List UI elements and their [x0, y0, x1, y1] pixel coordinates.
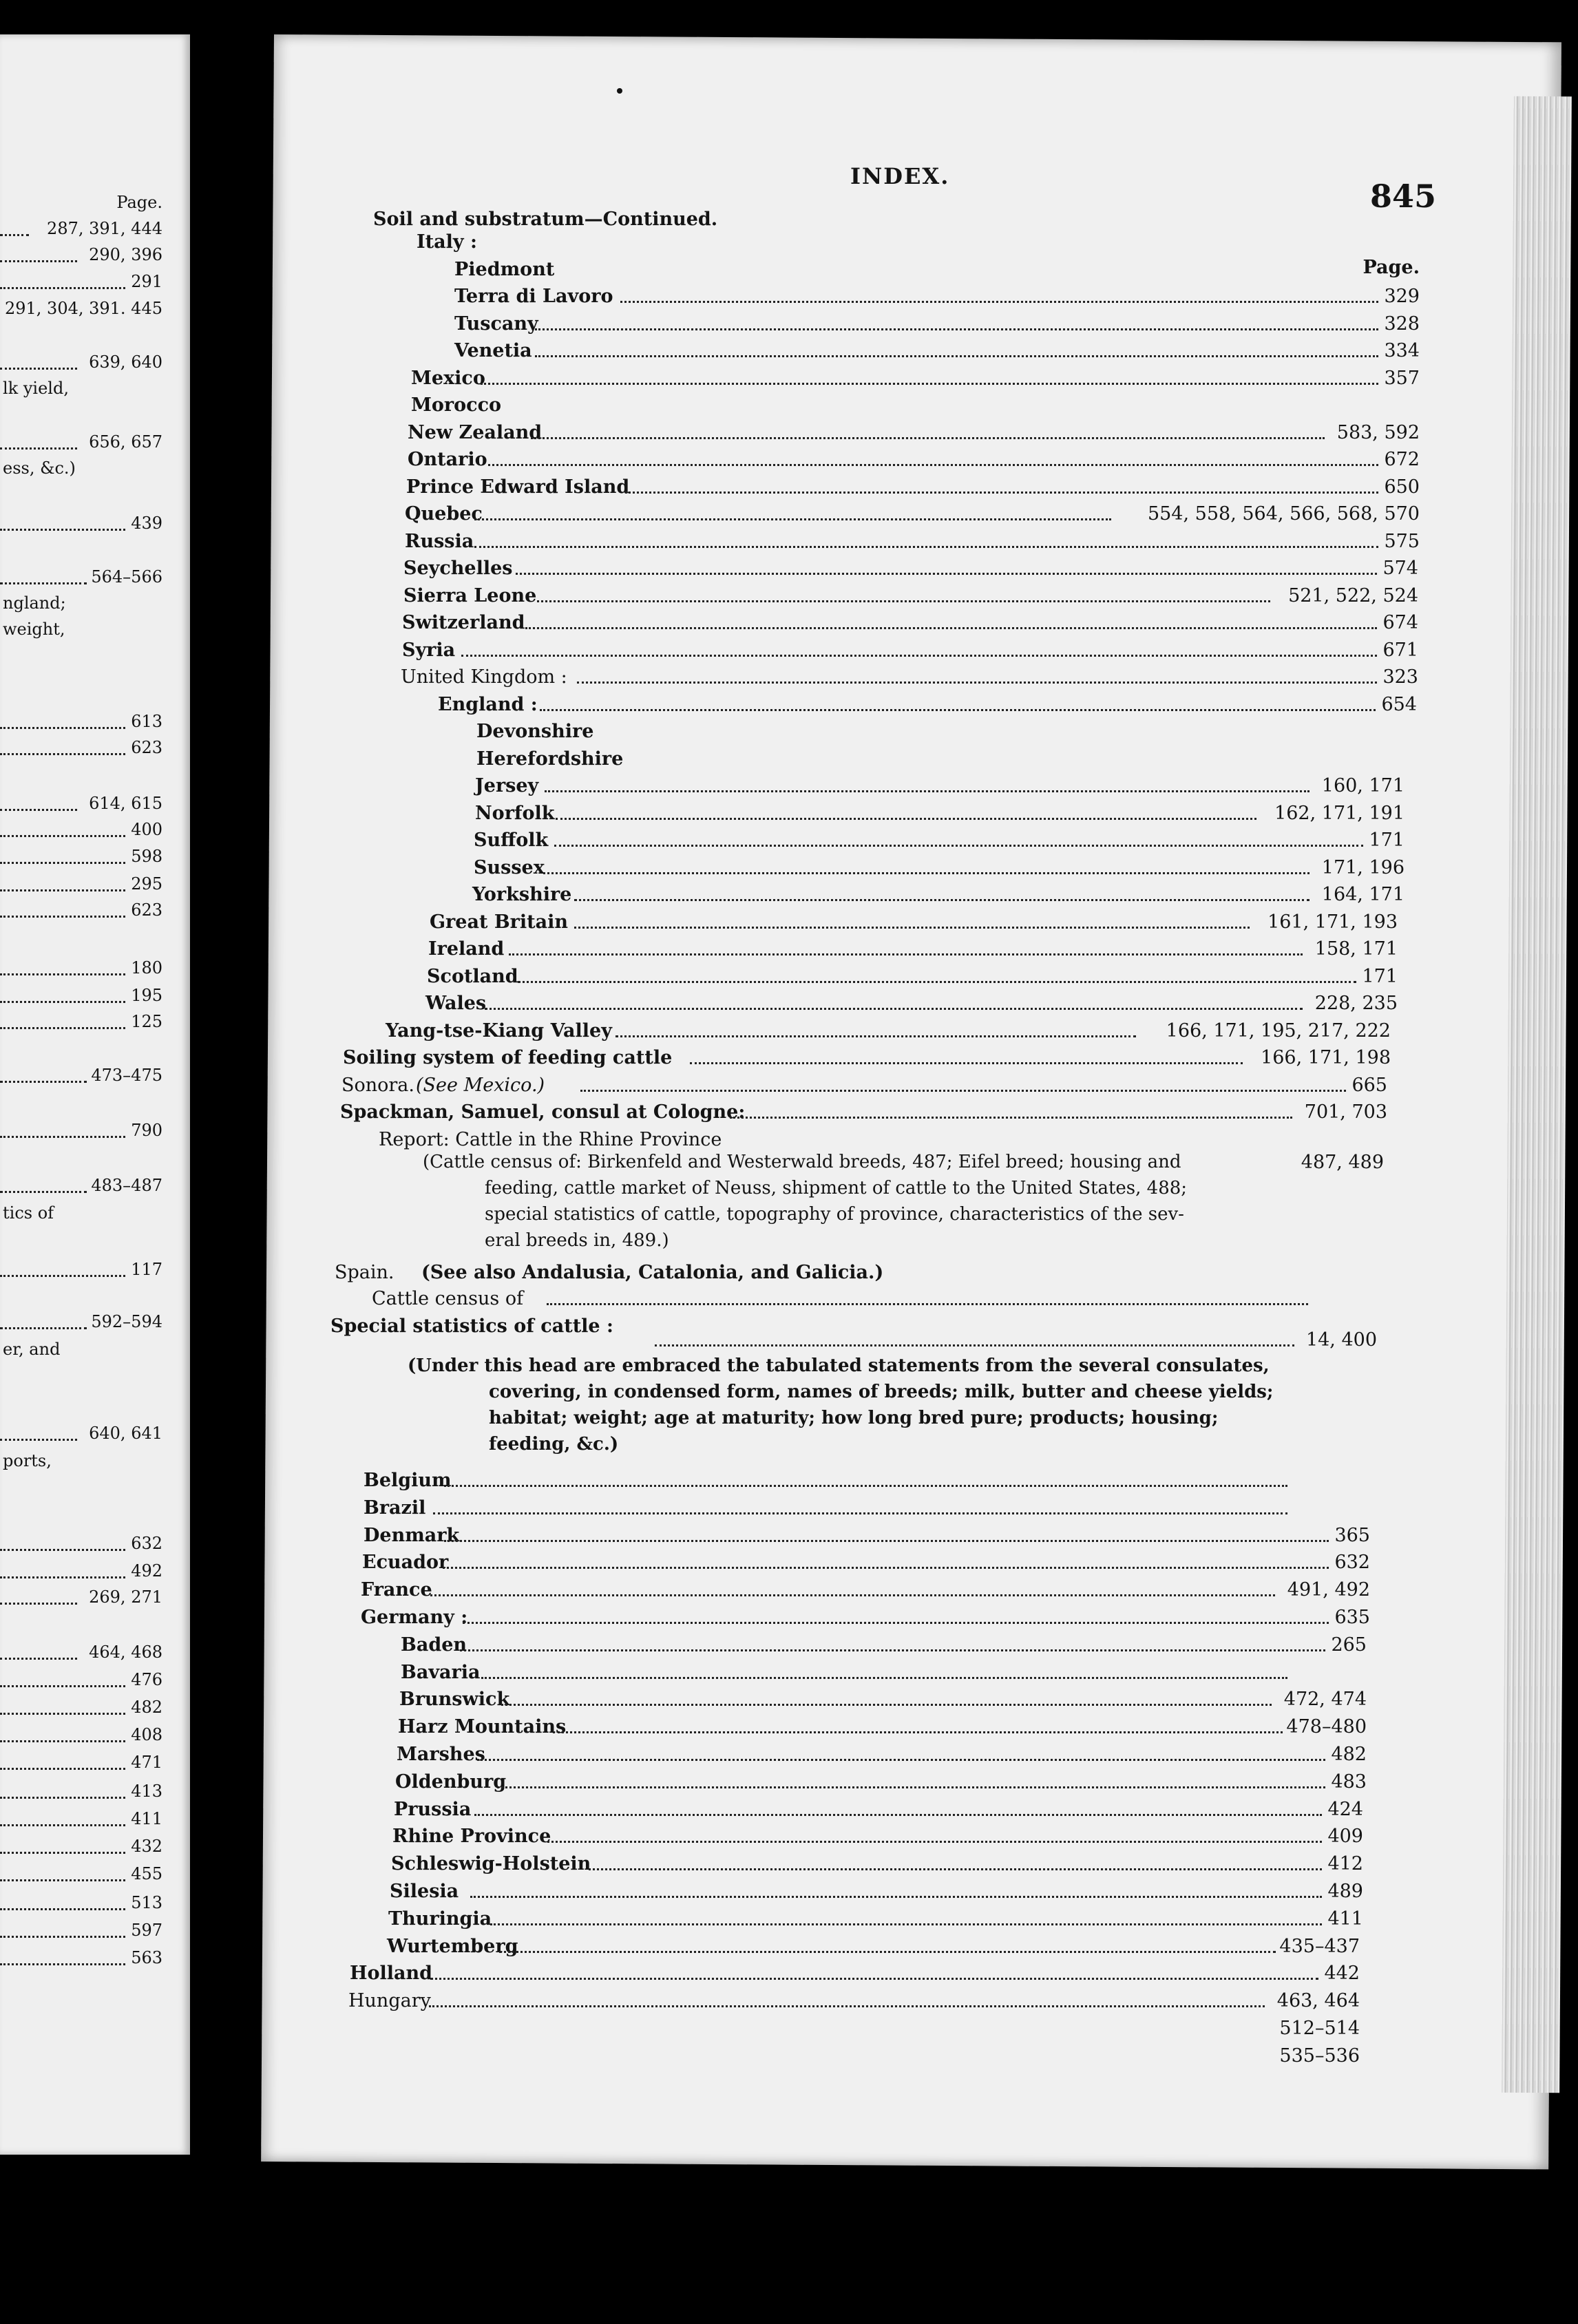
left-index-pages: 563 [131, 1948, 162, 1967]
index-entry-pages: 435–437 [1279, 1935, 1360, 1957]
index-entry-pages: 671 [1382, 639, 1418, 661]
dot-leader [430, 1594, 1275, 1596]
index-entry: Yorkshire [472, 884, 572, 905]
dot-leader [0, 368, 77, 370]
index-entry: Thuringia [388, 1908, 492, 1930]
dot-leader [0, 1191, 87, 1193]
note-line: eral breeds in, 489.) [485, 1230, 669, 1251]
index-entry-pages: 328 [1384, 313, 1420, 335]
left-index-pages: 473–475 [91, 1066, 162, 1085]
dot-leader [0, 1824, 125, 1826]
index-entry: Prince Edward Island [406, 476, 630, 498]
index-entry-pages: 491, 492 [1287, 1579, 1370, 1601]
dot-leader [501, 1704, 1272, 1706]
index-entry-pages: 483 [1331, 1771, 1367, 1793]
dot-leader [490, 1923, 1322, 1925]
dot-leader [525, 627, 1377, 629]
index-entry: France [361, 1579, 432, 1601]
note-line: feeding, &c.) [489, 1434, 619, 1455]
index-entry: United Kingdom : [401, 666, 567, 688]
index-entry: Prussia [394, 1798, 472, 1820]
index-entry-pages: 171, 196 [1321, 856, 1405, 878]
page-edge [1502, 96, 1572, 2093]
dot-leader [556, 818, 1256, 820]
left-index-pages: 492 [131, 1561, 162, 1581]
left-index-pages: 464, 468 [89, 1642, 162, 1662]
index-entry-pages: 489 [1327, 1881, 1363, 1902]
index-entry: Spackman, Samuel, consul at Cologne: [340, 1101, 746, 1123]
dot-leader [0, 1768, 125, 1770]
index-entry: Seychelles [403, 558, 513, 579]
index-entry: Special statistics of cattle : [330, 1316, 613, 1337]
dot-leader [444, 1540, 1329, 1542]
dot-leader [554, 845, 1363, 847]
index-entry: Cattle census of [372, 1288, 524, 1309]
dot-leader [430, 1978, 1318, 1980]
index-entry-pages: 654 [1381, 693, 1417, 715]
dot-leader [0, 1327, 87, 1329]
running-head: INDEX. [850, 163, 950, 189]
index-entry: Tuscany [454, 313, 538, 335]
index-entry: Russia [405, 530, 474, 552]
index-entry: Belgium [364, 1470, 452, 1491]
left-index-pages: 598 [131, 847, 162, 866]
dot-leader [444, 1485, 1288, 1487]
index-entry: Denmark [364, 1524, 460, 1546]
index-entry-pages: 650 [1384, 476, 1420, 498]
left-index-pages: 180 [131, 958, 162, 978]
index-entry-pages: 160, 171 [1321, 775, 1405, 796]
index-entry-pages: 412 [1327, 1853, 1363, 1875]
left-index-fragment: ngland; [3, 593, 66, 613]
left-page-header: Page. [116, 193, 162, 212]
page-column-label: Page. [1363, 257, 1420, 278]
dot-leader [535, 328, 1378, 330]
left-index-pages: 513 [131, 1893, 162, 1912]
index-entry: Brazil [364, 1497, 426, 1519]
left-index-pages: 400 [131, 820, 162, 839]
left-index-pages: 125 [131, 1012, 162, 1031]
index-entry-pages: 162, 171, 191 [1274, 802, 1405, 824]
continued-heading: Soil and substratum—Continued. [373, 209, 718, 230]
index-entry: Suffolk [474, 830, 549, 851]
dot-leader [0, 753, 125, 755]
index-entry-pages: 478–480 [1286, 1716, 1367, 1738]
left-index-pages: 432 [131, 1837, 162, 1856]
index-entry-pages: 228, 235 [1314, 993, 1398, 1014]
index-entry-pages: 171 [1369, 830, 1405, 851]
index-entry: Soiling system of feeding cattle [343, 1047, 673, 1068]
dot-leader [0, 234, 29, 236]
left-index-pages: 613 [131, 712, 162, 731]
left-index-fragment: lk yield, [3, 379, 69, 398]
index-entry-pages: 323 [1382, 666, 1418, 688]
index-entry: Ecuador [362, 1552, 449, 1574]
index-entry-pages: 535–536 [1279, 2045, 1360, 2067]
dot-leader [509, 953, 1303, 955]
index-entry: Hungary [348, 1990, 431, 2012]
index-entry-pages: 674 [1382, 612, 1418, 633]
left-index-pages: 623 [131, 738, 162, 757]
index-entry-pages: 521, 522, 524 [1288, 584, 1418, 606]
left-index-fragment: weight, [3, 620, 65, 639]
index-entry: Norfolk [475, 802, 555, 824]
see-reference: (See Mexico.) [416, 1074, 545, 1096]
dot-leader [0, 1136, 125, 1138]
dot-leader [460, 1649, 1325, 1651]
index-entry: Harz Mountains [398, 1716, 567, 1738]
dot-leader [580, 1090, 1346, 1092]
index-entry-pages: 166, 171, 195, 217, 222 [1166, 1020, 1391, 1042]
index-entry: Marshes [397, 1744, 485, 1765]
index-entry-pages: 411 [1327, 1908, 1363, 1930]
left-index-pages: 482 [131, 1698, 162, 1717]
dot-leader [470, 1896, 1322, 1898]
dot-leader [0, 1439, 77, 1441]
index-entry: Terra di Lavoro [454, 286, 613, 307]
index-entry-pages: 329 [1384, 286, 1420, 307]
left-index-pages: 614, 615 [89, 794, 162, 813]
left-index-pages: 408 [131, 1725, 162, 1744]
left-index-pages: 639, 640 [89, 352, 162, 372]
index-entry: Jersey [475, 775, 539, 796]
dot-leader [0, 835, 125, 837]
index-entry: Venetia [454, 340, 532, 361]
left-index-pages: 597 [131, 1921, 162, 1940]
index-entry: New Zealand [408, 421, 543, 443]
index-entry: Syria [402, 639, 456, 661]
dot-leader [481, 383, 1378, 385]
left-index-pages: 411 [131, 1809, 162, 1828]
left-index-pages: 295 [131, 874, 162, 894]
dot-leader [0, 1576, 125, 1578]
page-number: 845 [1370, 178, 1437, 215]
left-index-fragment: ports, [3, 1451, 52, 1470]
dot-leader [531, 437, 1325, 439]
index-entry-pages: 583, 592 [1336, 421, 1420, 443]
dot-leader [0, 1275, 125, 1277]
note-line: habitat; weight; age at maturity; how long bred pure; products; housing; [489, 1408, 1219, 1428]
dot-leader [0, 973, 125, 975]
dot-leader [0, 260, 77, 262]
note-line: (Cattle census of: Birkenfeld and Westerwald breeds, 487; Eifel breed; housing and [423, 1152, 1181, 1172]
note-line: feeding, cattle market of Neuss, shipment of cattle to the United States, 488; [485, 1178, 1188, 1198]
index-entry: Bavaria [401, 1661, 481, 1683]
dot-leader [655, 1344, 1294, 1346]
index-entry-pages: 171 [1362, 965, 1398, 987]
left-index-pages: 455 [131, 1864, 162, 1883]
dot-leader [690, 1062, 1243, 1064]
dot-leader [547, 1303, 1308, 1305]
index-entry: Silesia [390, 1881, 459, 1902]
dot-leader [535, 355, 1378, 357]
index-entry: Report: Cattle in the Rhine Province [379, 1128, 722, 1150]
dot-leader [0, 862, 125, 864]
left-index-pages: 117 [131, 1260, 162, 1279]
dot-leader [0, 1603, 77, 1605]
index-entry-pages: 161, 171, 193 [1267, 911, 1398, 933]
dot-leader [730, 1117, 1292, 1119]
dot-leader [547, 1841, 1322, 1843]
dot-leader [537, 600, 1270, 602]
dot-leader [620, 301, 1378, 303]
index-entry-pages: 164, 171 [1321, 884, 1405, 905]
dot-leader [0, 916, 125, 918]
dot-leader [0, 1852, 125, 1854]
index-entry-pages: 166, 171, 198 [1261, 1047, 1391, 1068]
dot-leader [518, 981, 1356, 983]
index-entry-pages: 632 [1334, 1552, 1370, 1574]
index-entry-pages: 442 [1324, 1963, 1360, 1985]
dot-leader [0, 1549, 125, 1551]
note-line: covering, in condensed form, names of breeds; milk, butter and cheese yields; [489, 1382, 1274, 1402]
note-line: (Under this head are embraced the tabulated statements from the several consulates, [408, 1355, 1270, 1376]
index-entry: Ontario [408, 449, 487, 470]
dot-leader [0, 529, 125, 531]
index-entry: Scotland [427, 965, 518, 987]
index-entry: Sonora. [341, 1074, 414, 1096]
index-entry: Mexico [411, 367, 485, 389]
see-reference: (See also Andalusia, Catalonia, and Galicia.) [421, 1262, 884, 1283]
left-index-fragment: er, and [3, 1340, 61, 1359]
index-entry-pages: 482 [1331, 1744, 1367, 1765]
index-entry: Great Britain [430, 911, 568, 933]
index-entry: Morocco [411, 394, 502, 416]
left-index-pages: 291, 304, 391. 445 [4, 299, 162, 318]
dot-leader [497, 1786, 1325, 1788]
dot-leader [625, 492, 1378, 494]
index-entry: Ireland [428, 938, 505, 960]
index-entry: England : [438, 693, 538, 715]
index-entry: Switzerland [402, 612, 525, 633]
dot-leader [433, 1512, 1287, 1514]
index-entry: Wurtemberg [387, 1935, 518, 1957]
index-entry-pages: 365 [1334, 1524, 1370, 1546]
dot-leader [0, 1936, 125, 1938]
dot-leader [0, 1685, 125, 1687]
dot-leader [477, 1759, 1325, 1761]
note-line: special statistics of cattle, topography of province, characteristics of the sev- [485, 1204, 1184, 1225]
note-pages: 487, 489 [1301, 1152, 1384, 1173]
dot-leader [463, 1622, 1329, 1624]
dot-leader [0, 1658, 77, 1660]
index-entry-pages: 665 [1351, 1074, 1387, 1096]
dot-leader [553, 1731, 1283, 1733]
index-entry: Herefordshire [476, 748, 624, 770]
dot-leader [616, 1035, 1136, 1037]
left-index-pages: 413 [131, 1782, 162, 1801]
index-entry: Sussex [474, 856, 545, 878]
left-index-pages: 195 [131, 986, 162, 1005]
left-index-pages: 483–487 [91, 1176, 162, 1195]
dot-leader [574, 927, 1250, 929]
left-index-pages: 471 [131, 1753, 162, 1772]
dot-leader [0, 1713, 125, 1715]
index-entry-pages: 409 [1327, 1826, 1363, 1848]
dot-leader [0, 889, 125, 891]
ink-spot [617, 88, 622, 94]
left-index-pages: 592–594 [91, 1312, 162, 1331]
left-index-fragment: tics of [3, 1203, 54, 1223]
index-entry: Rhine Province [392, 1826, 551, 1848]
left-index-pages: 287, 391, 444 [47, 219, 162, 238]
index-entry-pages: 158, 171 [1314, 938, 1398, 960]
dot-leader [0, 1081, 87, 1083]
dot-leader [543, 872, 1309, 874]
index-entry: Brunswick [399, 1689, 510, 1711]
index-entry: Yang-tse-Kiang Valley [386, 1020, 612, 1042]
index-entry-pages: 574 [1382, 558, 1418, 579]
dot-leader [577, 682, 1377, 684]
dot-leader [0, 1963, 125, 1965]
dot-leader [0, 1740, 125, 1742]
left-index-pages: 269, 271 [89, 1587, 162, 1607]
left-index-pages: 291 [131, 272, 162, 291]
index-entry: Piedmont [454, 258, 555, 280]
index-entry-pages: 357 [1384, 367, 1420, 389]
index-entry: Schleswig-Holstein [391, 1853, 591, 1875]
index-entry: Baden [401, 1634, 467, 1656]
index-entry-pages: 672 [1384, 449, 1420, 470]
index-entry-pages: 424 [1327, 1798, 1363, 1820]
index-entry-pages: 265 [1331, 1634, 1367, 1656]
dot-leader [481, 1677, 1288, 1679]
left-index-pages: 656, 657 [89, 432, 162, 452]
index-entry: Holland [350, 1963, 433, 1985]
left-index-pages: 640, 641 [89, 1424, 162, 1443]
index-entry: Wales [425, 993, 487, 1014]
dot-leader [474, 518, 1111, 520]
index-entry-pages: 463, 464 [1276, 1990, 1360, 2012]
left-index-pages: 790 [131, 1121, 162, 1140]
dot-leader [474, 1814, 1322, 1816]
left-index-pages: 476 [131, 1670, 162, 1689]
index-entry: Germany : [361, 1607, 468, 1628]
dot-leader [474, 546, 1378, 548]
dot-leader [0, 1001, 125, 1003]
left-index-pages: 632 [131, 1534, 162, 1553]
index-entry-pages: 701, 703 [1304, 1101, 1387, 1123]
dot-leader [499, 1951, 1276, 1953]
dot-leader [0, 447, 77, 450]
index-entry-pages: 554, 558, 564, 566, 568, 570 [1147, 503, 1420, 525]
left-index-pages: 564–566 [91, 567, 162, 587]
index-entry-pages: 575 [1384, 530, 1420, 552]
dot-leader [429, 2005, 1265, 2007]
dot-leader [461, 655, 1377, 657]
dot-leader [589, 1868, 1322, 1870]
dot-leader [0, 1879, 125, 1881]
index-entry: Spain. [335, 1262, 394, 1283]
index-entry-pages: 472, 474 [1283, 1689, 1367, 1711]
dot-leader [0, 287, 125, 289]
dot-leader [545, 790, 1309, 792]
index-entry-pages: 14, 400 [1305, 1329, 1377, 1351]
dot-leader [540, 709, 1376, 711]
dot-leader [0, 1908, 125, 1910]
index-entry: Sierra Leone [403, 584, 537, 606]
index-entry-pages: 635 [1334, 1607, 1370, 1628]
dot-leader [0, 809, 77, 811]
dot-leader [574, 899, 1310, 901]
index-entry: Italy : [417, 231, 477, 253]
index-entry-pages: 512–514 [1279, 2018, 1360, 2039]
dot-leader [0, 582, 87, 584]
dot-leader [0, 1797, 125, 1799]
index-entry: Devonshire [476, 721, 594, 742]
left-index-pages: 439 [131, 514, 162, 533]
dot-leader [443, 1567, 1329, 1569]
dot-leader [0, 1027, 125, 1029]
dot-leader [516, 573, 1377, 575]
index-entry: Quebec [405, 503, 483, 525]
left-index-pages: 623 [131, 900, 162, 920]
dot-leader [488, 464, 1378, 466]
dot-leader [485, 1008, 1303, 1010]
index-entry-pages: 334 [1384, 340, 1420, 361]
index-entry: Oldenburg [395, 1771, 507, 1793]
left-index-pages: 290, 396 [89, 245, 162, 264]
left-index-fragment: ess, &c.) [3, 458, 76, 478]
dot-leader [0, 727, 125, 729]
